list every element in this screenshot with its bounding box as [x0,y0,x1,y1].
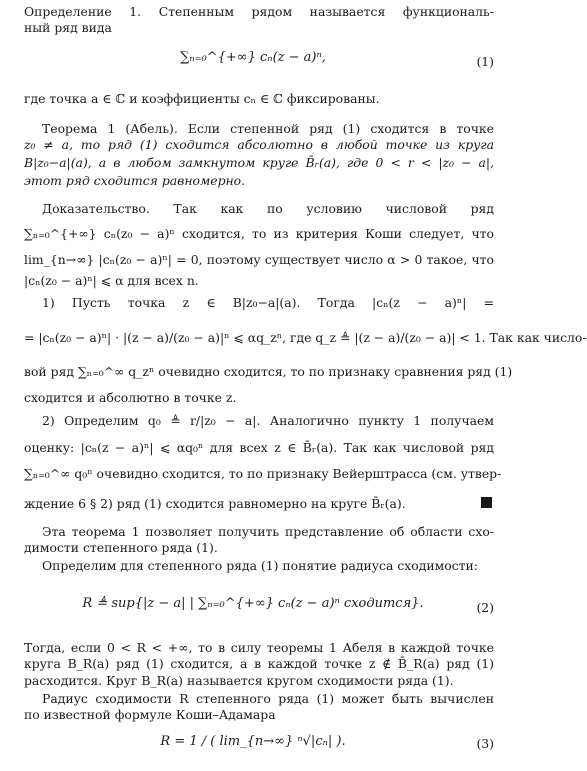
eq-number-1: (1) [476,54,494,69]
para-line-2: димости степенного ряда (1). [24,540,218,555]
theorem-line-4: этот ряд сходится равномерно. [24,173,246,188]
definition-line-3: где точка a ∈ ℂ и коэффициенты cₙ ∈ ℂ фиксированы. [24,91,380,106]
definition-line-1: Определение 1. Степенным рядом называется функциональ- [24,4,494,19]
proof-line-7: вой ряд ∑ₙ₌₀^∞ q_zⁿ очевидно сходится, то по признаку сравнения ряд (1) [24,364,513,379]
theorem-line-3: B|z₀−a|(a), а в любом замкнутом круге B̄ᵣ(a), где 0 < r < |z₀ − a|, [24,155,494,170]
proof-line-4: |cₙ(z₀ − a)ⁿ| ⩽ α для всех n. [24,273,199,288]
proof-line-5: 1) Пусть точка z ∈ B|z₀−a|(a). Тогда |cₙ(z − a)ⁿ| = [42,295,494,310]
para-line-1: Эта теорема 1 позволяет получить представление об области схо- [42,524,494,539]
para-line-8: по известной формуле Коши–Адамара [24,707,276,722]
para-line-7: Радиус сходимости R степенного ряда (1) может быть вычислен [42,691,494,706]
proof-line-1: Доказательство. Так как по условию числовой ряд [42,201,494,216]
qed-square-icon [481,497,492,508]
proof-line-2: ∑ₙ₌₀^{+∞} cₙ(z₀ − a)ⁿ сходится, то из критерия Коши следует, что [24,226,494,241]
theorem-line-2: z₀ ≠ a, то ряд (1) сходится абсолютно в любой точке из круга [24,137,494,152]
proof-line-6: = |cₙ(z₀ − a)ⁿ| · |(z − a)/(z₀ − a)|ⁿ ⩽ αq_zⁿ, где q_z ≜ |(z − a)/(z₀ − a)| < 1. Так как число- [24,330,587,345]
eq-number-3: (3) [476,736,494,751]
proof-line-8: сходится и абсолютно в точке z. [24,390,237,405]
para-line-3: Определим для степенного ряда (1) понятие радиуса сходимости: [42,558,478,573]
eq-number-2: (2) [476,600,494,615]
para-line-5: круга B_R(a) ряд (1) сходится, а в каждой точке z ∉ B̄_R(a) ряд (1) [24,656,494,671]
proof-line-9: 2) Определим q₀ ≜ r/|z₀ − a|. Аналогично пункту 1 получаем [42,413,494,428]
proof-line-12: ждение 6 § 2) ряд (1) сходится равномерно на круге B̄ᵣ(a). [24,496,406,511]
formula-2: R ≜ sup{|z − a| | ∑ₙ₌₀^{+∞} cₙ(z − a)ⁿ сходится}. [82,596,424,611]
formula-1: ∑ₙ₌₀^{+∞} cₙ(z − a)ⁿ, [180,50,326,65]
proof-line-10: оценку: |cₙ(z − a)ⁿ| ⩽ αq₀ⁿ для всех z ∈ B̄ᵣ(a). Так как числовой ряд [24,440,494,455]
proof-line-11: ∑ₙ₌₀^∞ q₀ⁿ очевидно сходится, то по признаку Вейерштрасса (см. утвер- [24,466,502,481]
formula-3: R = 1 / ( lim_{n→∞} ⁿ√|cₙ| ). [160,734,346,749]
para-line-6: расходится. Круг B_R(a) называется кругом сходимости ряда (1). [24,673,454,688]
theorem-line-1: Теорема 1 (Абель). Если степенной ряд (1) сходится в точке [42,121,494,136]
para-line-4: Тогда, если 0 < R < +∞, то в силу теоремы 1 Абеля в каждой точке [24,640,494,655]
definition-line-2: ный ряд вида [24,20,112,35]
proof-line-3: lim_{n→∞} |cₙ(z₀ − a)ⁿ| = 0, поэтому существует число α > 0 такое, что [24,252,494,267]
